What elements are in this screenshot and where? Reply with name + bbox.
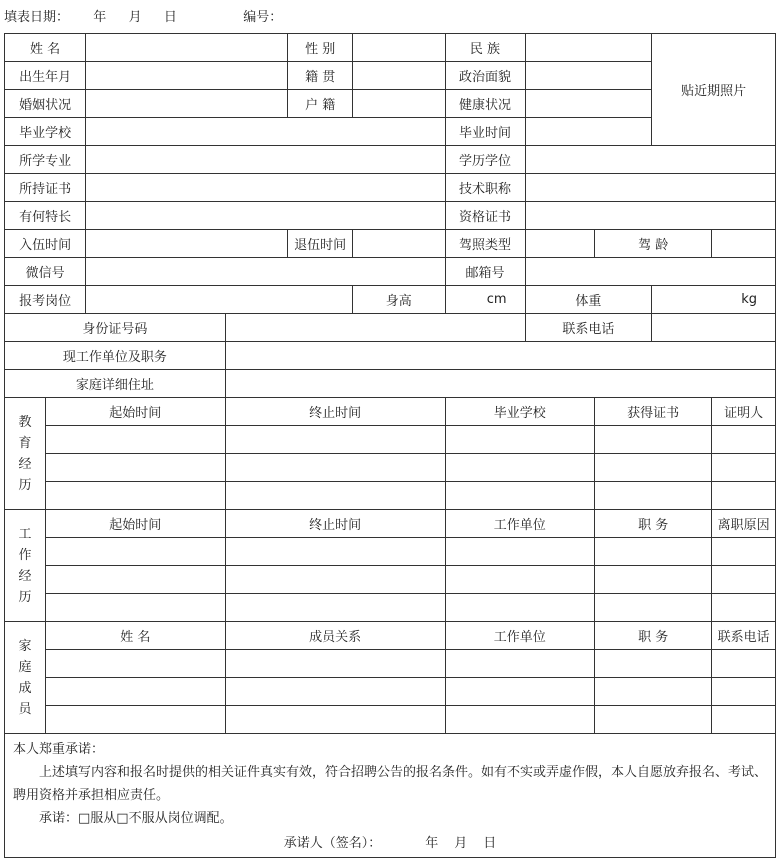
form-header (4, 8, 282, 28)
name-label: 姓 名 (5, 34, 86, 62)
work-col-employer: 工作单位 (445, 510, 595, 538)
hukou-label: 户 籍 (288, 90, 353, 118)
native-place-label: 籍 贯 (288, 62, 353, 90)
qual-cert-field[interactable] (525, 202, 776, 230)
education-cell[interactable] (225, 482, 445, 510)
discharge-time-label: 退伍时间 (288, 230, 353, 258)
family-cell[interactable] (595, 706, 712, 734)
family-cell[interactable] (445, 678, 595, 706)
work-cell[interactable] (445, 538, 595, 566)
health-field[interactable] (525, 90, 652, 118)
fill-date-year: 年 (93, 10, 107, 25)
education-col-start: 起始时间 (45, 398, 225, 426)
work-cell[interactable] (712, 594, 776, 622)
certs-held-field[interactable] (86, 174, 445, 202)
family-cell[interactable] (45, 678, 225, 706)
family-cell[interactable] (712, 706, 776, 734)
work-cell[interactable] (595, 594, 712, 622)
work-cell[interactable] (225, 566, 445, 594)
school-field[interactable] (86, 118, 445, 146)
wechat-label: 微信号 (5, 258, 86, 286)
education-section-label: 教育经历 (5, 398, 46, 510)
photo-box[interactable]: 贴近期照片 (652, 34, 776, 146)
family-cell[interactable] (445, 706, 595, 734)
family-cell[interactable] (595, 650, 712, 678)
work-cell[interactable] (445, 594, 595, 622)
height-unit[interactable]: cm (445, 286, 525, 314)
weight-label: 体重 (525, 286, 652, 314)
birth-field[interactable] (86, 62, 288, 90)
current-work-label: 现工作单位及职务 (5, 342, 226, 370)
work-col-end: 终止时间 (225, 510, 445, 538)
education-cell[interactable] (595, 454, 712, 482)
education-cell[interactable] (45, 482, 225, 510)
education-col-school: 毕业学校 (445, 398, 595, 426)
current-work-field[interactable] (225, 342, 775, 370)
family-col-phone: 联系电话 (712, 622, 776, 650)
grad-time-field[interactable] (525, 118, 652, 146)
marital-label: 婚姻状况 (5, 90, 86, 118)
political-field[interactable] (525, 62, 652, 90)
pledge-body: 上述填写内容和报名时提供的相关证件真实有效，符合招聘公告的报名条件。如有不实或弄虚作假，本人自愿放弃报名、考试、聘用资格并承担相应责任。 (13, 765, 768, 803)
application-form-table (4, 33, 776, 858)
driving-years-label: 驾 龄 (595, 230, 712, 258)
family-cell[interactable] (712, 678, 776, 706)
phone-label: 联系电话 (525, 314, 652, 342)
family-col-name: 姓 名 (45, 622, 225, 650)
work-cell[interactable] (595, 538, 712, 566)
work-cell[interactable] (45, 566, 225, 594)
id-number-label: 身份证号码 (5, 314, 226, 342)
email-label: 邮箱号 (445, 258, 525, 286)
hukou-field[interactable] (352, 90, 445, 118)
height-label: 身高 (352, 286, 445, 314)
position-field[interactable] (86, 286, 353, 314)
sign-month: 月 (454, 836, 468, 851)
weight-unit[interactable]: kg (652, 286, 776, 314)
certs-held-label: 所持证书 (5, 174, 86, 202)
address-label: 家庭详细住址 (5, 370, 226, 398)
qual-cert-label: 资格证书 (445, 202, 525, 230)
education-cell[interactable] (45, 426, 225, 454)
school-label: 毕业学校 (5, 118, 86, 146)
education-cell[interactable] (595, 426, 712, 454)
number-label: 编号： (243, 10, 283, 25)
work-col-reason: 离职原因 (712, 510, 776, 538)
fill-date-month: 月 (128, 10, 142, 25)
family-col-title: 职 务 (595, 622, 712, 650)
family-cell[interactable] (712, 650, 776, 678)
pledge-signature-line[interactable] (13, 832, 767, 855)
work-cell[interactable] (225, 538, 445, 566)
family-cell[interactable] (225, 706, 445, 734)
enlist-time-label: 入伍时间 (5, 230, 86, 258)
work-cell[interactable] (225, 594, 445, 622)
work-cell[interactable] (45, 594, 225, 622)
sign-day: 日 (483, 836, 497, 851)
family-section-label: 家庭成员 (5, 622, 46, 734)
name-field[interactable] (86, 34, 288, 62)
work-col-start: 起始时间 (45, 510, 225, 538)
tech-title-field[interactable] (525, 174, 776, 202)
pledge-choice[interactable]: 承诺：□服从□不服从岗位调配。 (39, 811, 233, 826)
tech-title-label: 技术职称 (445, 174, 525, 202)
ethnicity-field[interactable] (525, 34, 652, 62)
education-cell[interactable] (225, 454, 445, 482)
work-cell[interactable] (595, 566, 712, 594)
pledge-section (5, 734, 776, 858)
work-cell[interactable] (712, 538, 776, 566)
education-cell[interactable] (445, 426, 595, 454)
political-label: 政治面貌 (445, 62, 525, 90)
family-cell[interactable] (595, 678, 712, 706)
birth-label: 出生年月 (5, 62, 86, 90)
marital-field[interactable] (86, 90, 288, 118)
work-section-label: 工作经历 (5, 510, 46, 622)
education-cell[interactable] (445, 454, 595, 482)
fill-date-label: 填表日期： (4, 10, 70, 25)
enlist-time-field[interactable] (86, 230, 288, 258)
address-field[interactable] (225, 370, 775, 398)
phone-field[interactable] (652, 314, 776, 342)
degree-label: 学历学位 (445, 146, 525, 174)
education-col-end: 终止时间 (225, 398, 445, 426)
specialty-label: 有何特长 (5, 202, 86, 230)
work-cell[interactable] (712, 566, 776, 594)
education-col-witness: 证明人 (712, 398, 776, 426)
email-field[interactable] (525, 258, 776, 286)
signer-label: 承诺人（签名）： (283, 836, 382, 851)
pledge-title: 本人郑重承诺： (13, 742, 105, 757)
specialty-field[interactable] (86, 202, 445, 230)
id-number-field[interactable] (225, 314, 525, 342)
family-col-employer: 工作单位 (445, 622, 595, 650)
gender-field[interactable] (352, 34, 445, 62)
ethnicity-label: 民 族 (445, 34, 525, 62)
grad-time-label: 毕业时间 (445, 118, 525, 146)
discharge-time-field[interactable] (352, 230, 445, 258)
degree-field[interactable] (525, 146, 776, 174)
gender-label: 性 别 (288, 34, 353, 62)
education-col-cert: 获得证书 (595, 398, 712, 426)
family-cell[interactable] (445, 650, 595, 678)
family-col-relation: 成员关系 (225, 622, 445, 650)
work-col-title: 职 务 (595, 510, 712, 538)
work-cell[interactable] (45, 538, 225, 566)
position-label: 报考岗位 (5, 286, 86, 314)
wechat-field[interactable] (86, 258, 445, 286)
major-label: 所学专业 (5, 146, 86, 174)
driving-years-field[interactable] (712, 230, 776, 258)
education-cell[interactable] (225, 426, 445, 454)
fill-date-day: 日 (163, 10, 177, 25)
native-place-field[interactable] (352, 62, 445, 90)
family-cell[interactable] (225, 650, 445, 678)
education-cell[interactable] (595, 482, 712, 510)
license-type-label: 驾照类型 (445, 230, 525, 258)
education-cell[interactable] (712, 482, 776, 510)
health-label: 健康状况 (445, 90, 525, 118)
education-cell[interactable] (45, 454, 225, 482)
family-cell[interactable] (45, 650, 225, 678)
family-cell[interactable] (45, 706, 225, 734)
education-cell[interactable] (712, 454, 776, 482)
license-type-field[interactable] (525, 230, 595, 258)
major-field[interactable] (86, 146, 445, 174)
family-cell[interactable] (225, 678, 445, 706)
work-cell[interactable] (445, 566, 595, 594)
education-cell[interactable] (445, 482, 595, 510)
education-cell[interactable] (712, 426, 776, 454)
sign-year: 年 (425, 836, 439, 851)
